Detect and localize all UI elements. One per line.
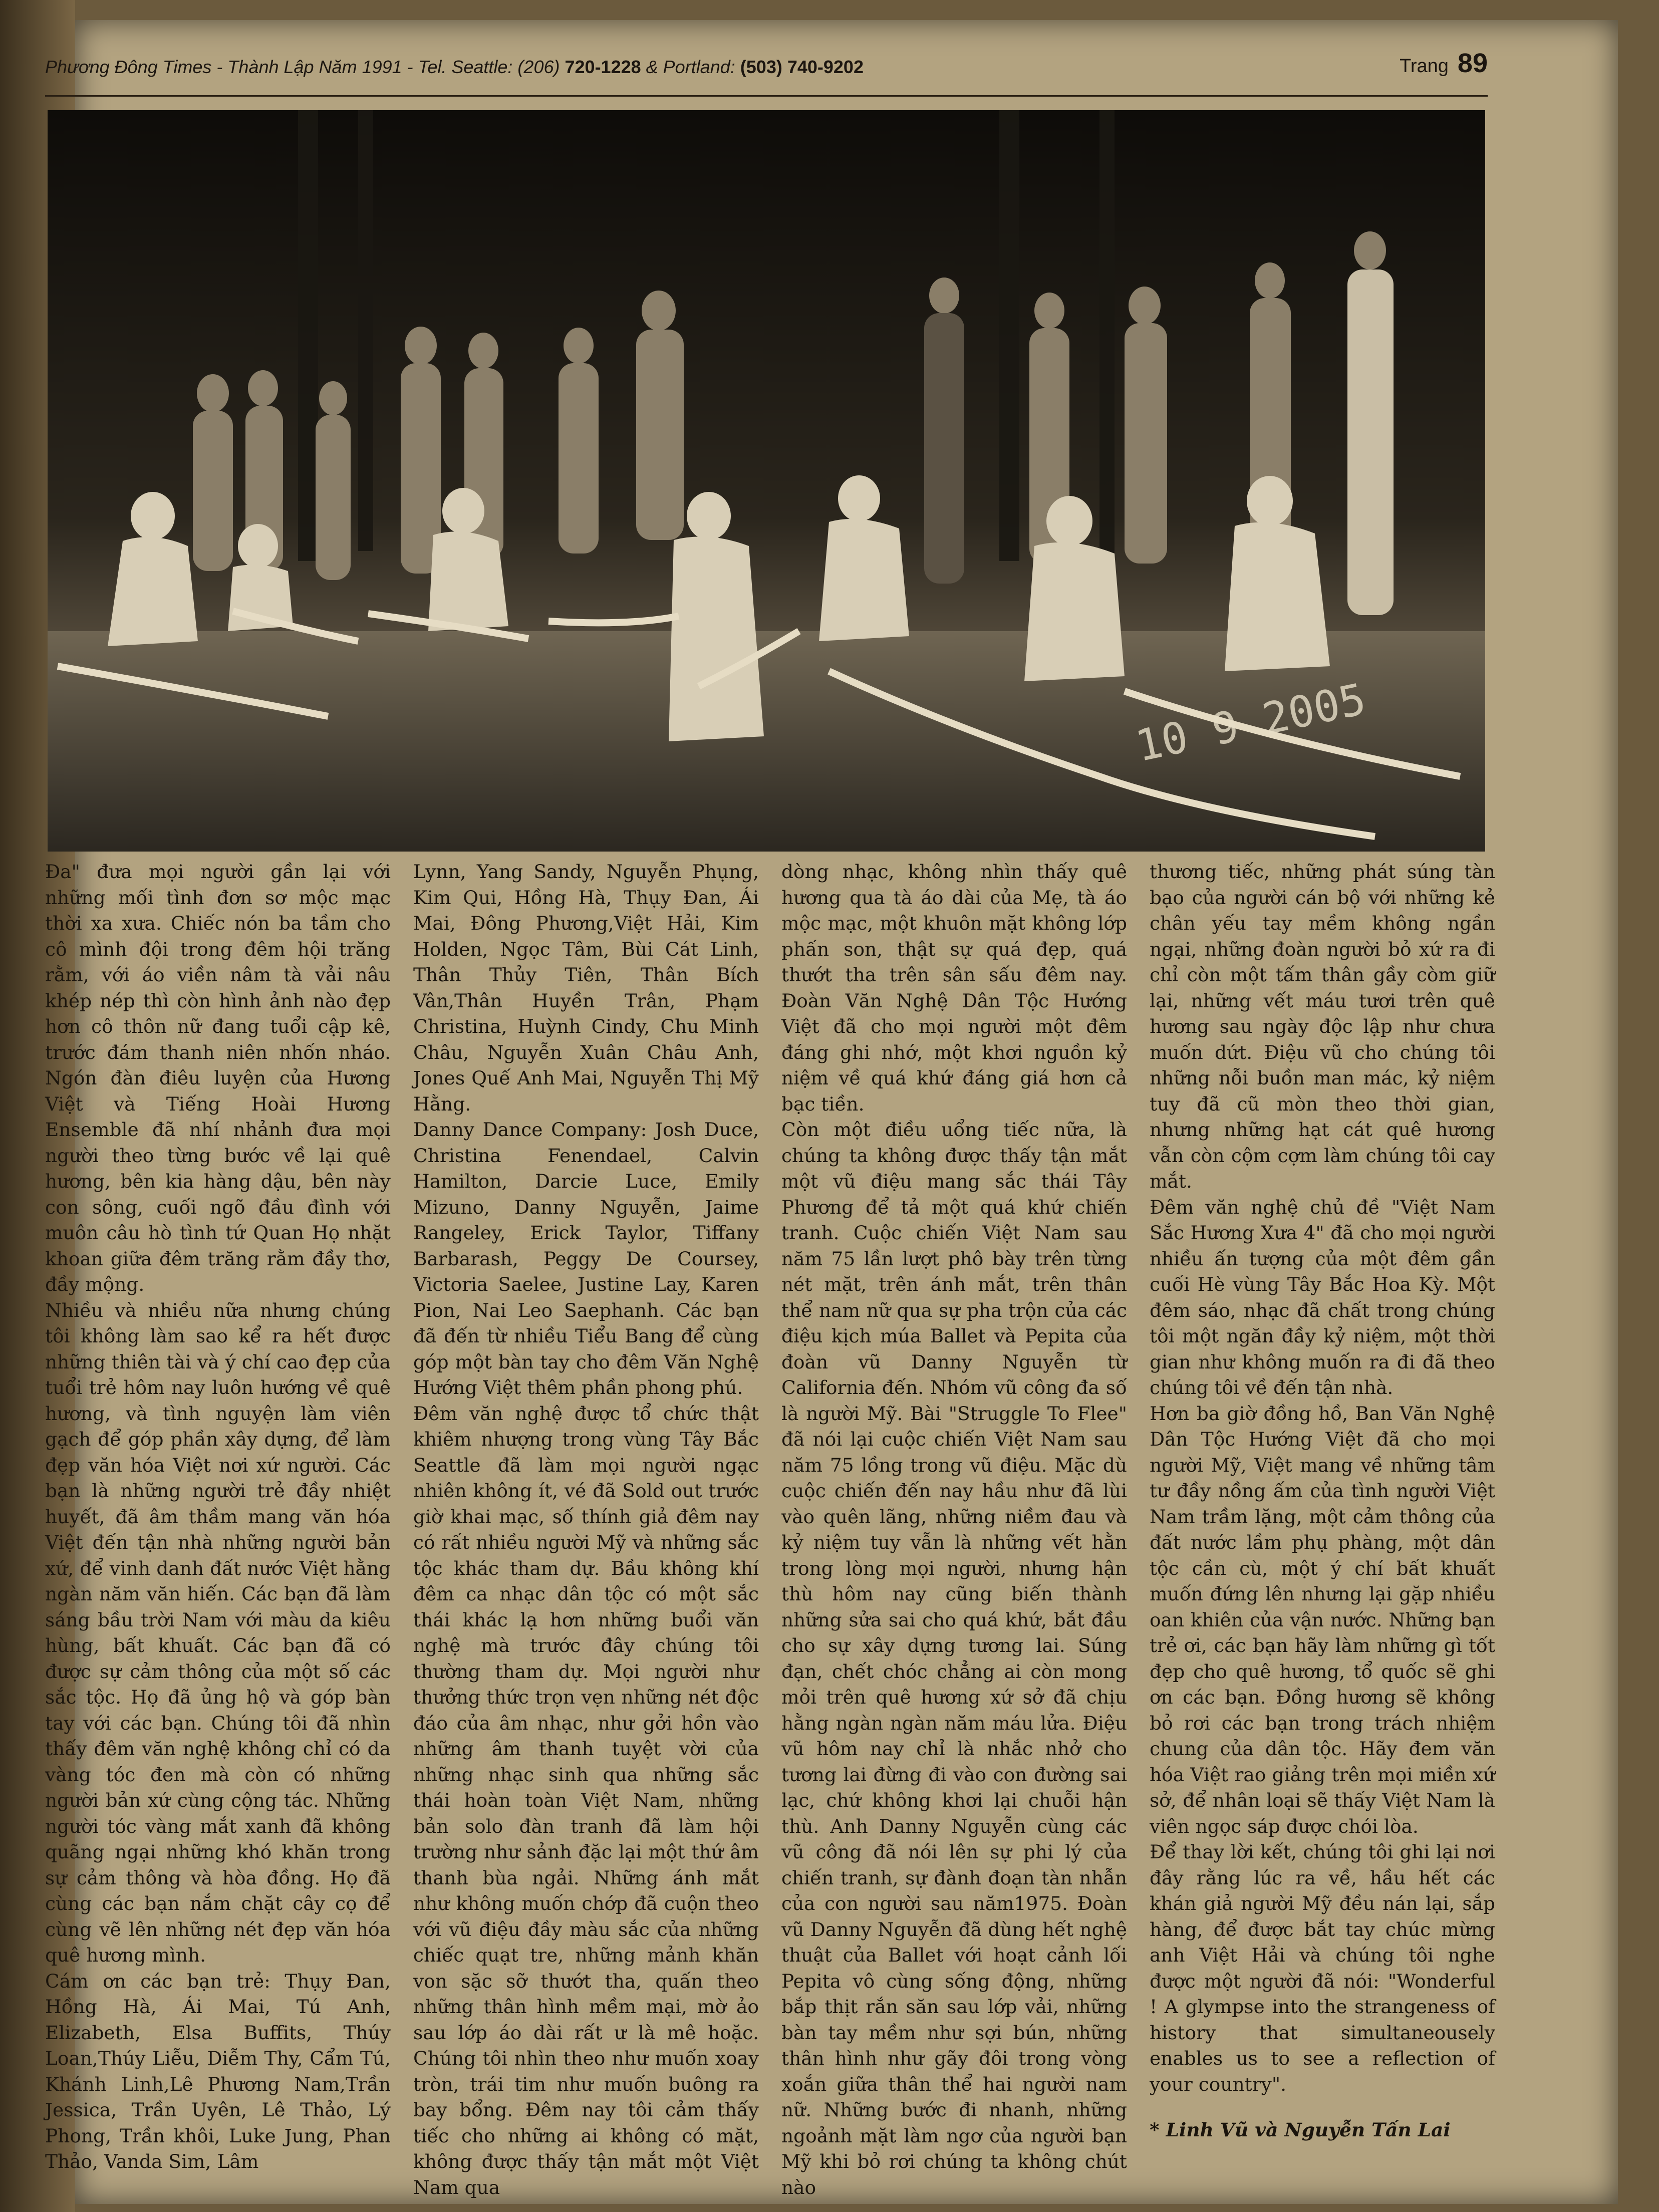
col2-para-3: Đêm văn nghệ được tổ chức thật khiêm nhượng trong vùng Tây Bắc Seattle đã làm mọi người ngạc nhiên không ít, vé đã Sold out trước giờ khai mạc, số thính giả đêm nay có rất nhiều người Mỹ và những sắc tộc khác tham dự. Bầu không khí đêm ca nhạc dân tộc có một sắc thái khác lạ hơn những buổi văn nghệ mà trước đây chúng tôi thường tham dự. Mọi người như thưởng thức trọn vẹn những nét độc đáo của âm nhạc, như gởi hồn vào những âm thanh tuyệt vời của những nhạc sinh qua những sắc thái hoàn toàn Việt Nam, những bản solo đàn tranh đã làm hội trường như sảnh đặc lại một thứ âm thanh bùa ngải. Những ánh mắt như không muốn chớp đã cuộn theo với vũ điệu đầy màu sắc của những chiếc quạt tre, những mảnh khăn von sặc sỡ thướt tha, quấn theo những thân hình mềm mại, mờ ảo sau lớp áo dài rất ư là mê hoặc. Chúng tôi nhìn theo như muốn xoay tròn, trái tim như muốn buông ra bay bổng. Đêm nay tôi cảm thấy tiếc cho những ai không có mặt, không được thấy tận mắt một Việt Nam qua xyxy=(413,1402,759,2198)
header-masthead xyxy=(45,57,864,78)
column-3 xyxy=(781,859,1127,2198)
col4-para-3: Hơn ba giờ đồng hồ, Ban Văn Nghệ Dân Tộc Hướng Việt đã cho mọi người Mỹ, Việt mang về những tâm tư đầy nồng ấm của tình người Việt Nam trầm lặng, một cảm thông của đất nước lầm phụ phàng, một dân tộc cần cù, một ý chí bất khuất muốn đứng lên nhưng lại gặp nhiều oan khiên của vận nước. Những bạn trẻ ơi, các bạn hãy làm những gì tốt đẹp cho quê hương, tổ quốc sẽ ghi ơn các bạn. Đồng hương sẽ không bỏ rơi các bạn trong trách nhiệm chung của dân tộc. Hãy đem văn hóa Việt rao giảng trên mọi miền xứ sở, để nhân loại sẽ thấy Việt Nam là viên ngọc sáp được chói lòa. xyxy=(1150,1402,1495,1837)
col4-para-2: Đêm văn nghệ chủ đề "Việt Nam Sắc Hương Xưa 4" đã cho mọi người nhiều ấn tượng của một đêm gần cuối Hè vùng Tây Bắc Hoa Kỳ. Một đêm sáo, nhạc đã chất trong chúng tôi một ngăn đầy kỷ niệm, một thời gian như không muốn ra đi đã theo chúng tôi về đến tận nhà. xyxy=(1150,1196,1495,1399)
col2-para-2: Danny Dance Company: Josh Duce, Christina Fenendael, Calvin Hamilton, Darcie Luce, Emily Mizuno, Danny Nguyễn, Jaime Rangeley, Erick Taylor, Tiffany Barbarash, Peggy De Coursey, Victoria Saelee, Justine Lay, Karen Pion, Nai Leo Saephanh. Các bạn đã đến từ nhiều Tiểu Bang để cùng góp một bàn tay cho đêm Văn Nghệ Hướng Việt thêm phần phong phú. xyxy=(413,1119,759,1399)
performance-photo xyxy=(48,110,1485,852)
col1-para-1: Đa" đưa mọi người gần lại với những mối tình đơn sơ mộc mạc thời xa xưa. Chiếc nón ba tầm cho cô mình đội trong đêm hội trăng rằm, với áo viền nâm tà vải nâu khép nép thì còn hình ảnh nào đẹp hơn cô thôn nữ đang tuổi cập kê, trước đám thanh niên nhốn nháo. Ngón đàn điêu luyện của Hương Việt và Tiếng Hoài Hương Ensemble đã nhí nhảnh đưa mọi người theo từng bước về lại quê hương, bên kia hàng dậu, bên này con sông, cuối ngõ đầu đình với muôn câu hò tình tứ Quan Họ nhặt khoan giữa đêm trăng rằm đầy thơ, đầy mộng. xyxy=(45,861,391,1295)
portland-phone: (503) 740-9202 xyxy=(740,57,864,77)
page-header xyxy=(45,48,1488,103)
page-number: 89 xyxy=(1457,48,1488,78)
seattle-phone: 720-1228 xyxy=(565,57,641,77)
col3-para-1: dòng nhạc, không nhìn thấy quê hương qua tà áo dài của Mẹ, tà áo mộc mạc, một khuôn mặt không lớp phấn son, thật sự quá đẹp, quá thướt tha trên sân sấu đêm nay. Đoàn Văn Nghệ Dân Tộc Hướng Việt đã cho mọi người một đêm đáng ghi nhớ, một khơi nguồn kỷ niệm về quá khứ đáng giá hơn cả bạc tiền. xyxy=(781,861,1127,1115)
photo-illustration xyxy=(48,110,1485,852)
col3-para-2: Còn một điều uổng tiếc nữa, là chúng ta không được thấy tận mắt một vũ điệu mang sắc thái Tây Phương để tả một quá khứ chiến tranh. Cuộc chiến Việt Nam sau năm 75 lần lượt phô bày trên từng nét mặt, trên ánh mắt, trên thân thể nam nữ qua sự pha trộn của các điệu kịch múa Ballet và Pepita của đoàn vũ Danny Nguyễn từ California đến. Nhóm vũ công đa số là người Mỹ. Bài "Struggle To Flee" đã nói lại cuộc chiến Việt Nam sau năm 75 lồng trong vũ điệu. Mặc dù cuộc chiến đến nay hầu như đã lùi vào quên lãng, những niềm đau và kỷ niệm tuy vẫn là những vết hằn trong lòng mọi người, nhưng hận thù hôm nay cũng biến thành những sửa sai cho quá khứ, bắt đầu cho sự xây dựng tương lai. Súng đạn, chết chóc chẳng ai còn mong mỏi trên quê hương xứ sở đã chịu hằng ngàn ngàn năm máu lửa. Điệu vũ hôm nay chỉ là nhắc nhở cho tương lai đừng đi vào con đường sai lạc, chứ không khơi lại chuỗi hận thù. Anh Danny Nguyễn cùng các vũ công đã nói lên sự phi lý của chiến tranh, sự đành đoạn tàn nhẫn của con người sau năm1975. Đoàn vũ Danny Nguyễn đã dùng hết nghệ thuật của Ballet với hoạt cảnh lối Pepita vô cùng sống động, những bắp thịt rắn săn sau lớp vải, những bàn tay mềm như sợi bún, những thân hình như gãy đôi trong vòng xoắn giữa thân thể hai người nam nữ. Những bước đi nhanh, những ngoảnh mặt làm ngơ của người bạn Mỹ khi bỏ rơi chúng ta không chút nào xyxy=(781,1119,1127,2198)
date-stamp: 10 9 2005 xyxy=(1131,674,1370,772)
article-body xyxy=(45,859,1498,2198)
col1-para-3: Cám ơn các bạn trẻ: Thụy Đan, Hồng Hà, Ái Mai, Tú Anh, Elizabeth, Elsa Buffits, Thúy Loan,Thúy Liễu, Diễm Thy, Cẩm Tú, Khánh Linh,Lê Phương Nam,Trần Jessica, Trần Uyên, Lê Thảo, Lý Phong, Trần khôi, Luke Jung, Phan Thảo, Vanda Sim, Lâm xyxy=(45,1970,391,2172)
header-rule xyxy=(45,95,1488,97)
col4-para-1: thương tiếc, những phát súng tàn bạo của người cán bộ với những kẻ chân yếu tay mềm không ngần ngại, những đoàn người bỏ xứ ra đi chỉ còn một tấm thân gầy còm giữ lại, những vết máu tươi trên quê hương sau ngày độc lập như chưa muốn dứt. Điệu vũ cho chúng tôi những nỗi buồn man mác, kỷ niệm tuy đã cũ mòn theo thời gian, nhưng những hạt cát quê hương vẫn còn cộm cợm làm chúng tôi cay mắt. xyxy=(1150,861,1495,1192)
column-2 xyxy=(413,859,759,2198)
page-label: Trang xyxy=(1400,56,1449,77)
founded-and-phone: - Thành Lập Năm 1991 - Tel. Seattle: (206) xyxy=(216,57,560,77)
col4-para-4: Để thay lời kết, chúng tôi ghi lại nơi đây rằng lúc ra về, hầu hết các khán giả người Mỹ đều nán lại, sắp hàng, để được bắt tay chúc mừng anh Việt Hải và chúng tôi nghe được một người đã nói: "Wonderful ! A glympse into the strangeness of history that simultaneousely enables us to see a reflection of your country". xyxy=(1150,1841,1495,2095)
col2-para-1: Lynn, Yang Sandy, Nguyễn Phụng, Kim Qui, Hồng Hà, Thụy Đan, Ái Mai, Đông Phương,Việt Hải, Kim Holden, Ngọc Tâm, Bùi Cát Linh, Thân Thủy Tiên, Thân Bích Vân,Thân Huyền Trân, Phạm Christina, Huỳnh Cindy, Chu Minh Châu, Nguyễn Xuân Châu Anh, Jones Quế Anh Mai, Nguyễn Thị Mỹ Hằng. xyxy=(413,861,759,1115)
page-number-block xyxy=(1400,48,1488,79)
author-signature: * Linh Vũ và Nguyễn Tấn Lai xyxy=(1150,2119,1451,2141)
publication-name: Phương Đông Times xyxy=(45,57,212,77)
column-1 xyxy=(45,859,391,2181)
col1-para-2: Nhiều và nhiều nữa nhưng chúng tôi không làm sao kể ra hết được những thiên tài và ý chí cao đẹp của tuổi trẻ hôm nay luôn hướng về quê hương, và tình nguyện làm viên gạch để góp phần xây dựng, để làm đẹp văn hóa Việt nơi xứ người. Các bạn là những người trẻ đầy nhiệt huyết, đã âm thầm mang văn hóa Việt đến tận nhà những người bản xứ, để vinh danh đất nước Việt hằng ngàn năm văn hiến. Các bạn đã làm sáng bầu trời Nam với màu da kiêu hùng, bất khuất. Các bạn đã có được sự cảm thông của một số các sắc tộc. Họ đã ủng hộ và góp bàn tay với các bạn. Chúng tôi đã nhìn thấy đêm văn nghệ không chỉ có da vàng tóc đen mà còn có những người bản xứ cùng cộng tác. Những người tóc vàng mắt xanh đã không quãng ngại những khó khăn trong sự cảm thông và hòa đồng. Họ đã cùng các bạn nắm chặt cây cọ để cùng vẽ lên những nét đẹp văn hóa quê hương mình. xyxy=(45,1299,391,1966)
portland-label: & Portland: xyxy=(646,57,735,77)
column-4 xyxy=(1150,859,1495,2181)
